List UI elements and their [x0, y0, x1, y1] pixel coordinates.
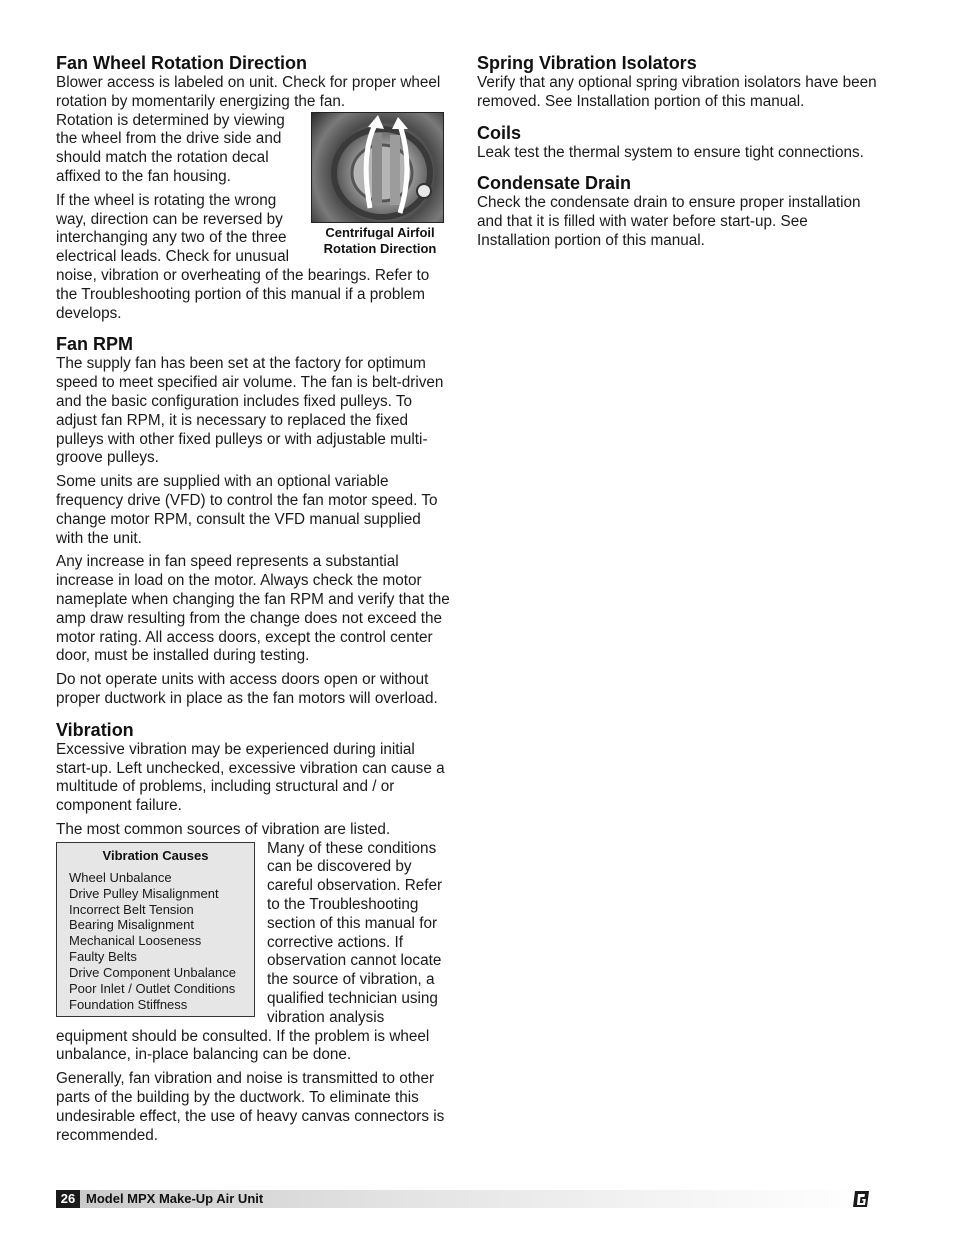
paragraph: Some units are supplied with an optional variable frequency drive (VFD) to control the fan motor speed. To change motor RPM, consult the VFD manual supplied with the unit.	[56, 473, 438, 547]
footer-title: Model MPX Make-Up Air Unit	[86, 1191, 264, 1206]
heading-spring-vibration-isolators: Spring Vibration Isolators	[477, 53, 697, 73]
paragraph: The most common sources of vibration are listed.	[56, 820, 391, 838]
paragraph: Verify that any optional spring vibration isolators have been removed. See Installation portion of this manual.	[477, 74, 877, 110]
vibration-causes-title: Vibration Causes	[102, 847, 209, 863]
section-coils	[477, 122, 877, 163]
heading-coils: Coils	[477, 122, 522, 143]
heading-fan-wheel-rotation: Fan Wheel Rotation Direction	[56, 53, 308, 73]
paragraph: The supply fan has been set at the factory for optimum speed to meet specified air volume. The fan is belt-driven and the basic configuration includes fixed pulleys. To adjust fan RPM, it is necessary to replaced the fixed pulleys with other fixed pulleys or with adjustable multi-groove pulleys.	[56, 355, 444, 467]
heading-vibration: Vibration	[56, 719, 134, 740]
paragraph: Generally, fan vibration and noise is transmitted to other parts of the building by the ductwork. To eliminate this undesirable effect, the use of heavy canvas connectors is recommended.	[56, 1070, 445, 1144]
section-spring-vibration-isolators	[477, 52, 877, 112]
left-column	[56, 52, 450, 1145]
rotation-arrows-icon	[312, 113, 444, 223]
vibration-cause-item: Poor Inlet / Outlet Conditions	[69, 981, 236, 997]
paragraph: Blower access is labeled on unit. Check for proper wheel rotation by momentarily energizing the fan.	[56, 74, 441, 110]
vibration-cause-item: Bearing Misalignment	[69, 917, 195, 933]
paragraph: If the wheel is rotating the wrong way, direction can be reversed by interchanging any two of the three electrical leads. Check for unusual noise, vibration or overheating of the bearings. Refer to the Troubleshooting portion of this manual if a problem develops.	[56, 191, 430, 322]
vibration-causes-box	[56, 842, 255, 1017]
vibration-cause-item: Drive Pulley Misalignment	[69, 885, 219, 901]
fan-wheel-photo	[311, 112, 444, 223]
figure-caption: Centrifugal Airfoil Rotation Direction	[323, 224, 437, 256]
vibration-cause-item: Foundation Stiffness	[69, 996, 188, 1012]
paragraph: Check the condensate drain to ensure proper installation and that it is filled with water before start-up. See Installation portion of this manual.	[477, 194, 861, 249]
paragraph: Rotation is determined by viewing the wheel from the drive side and should match the rotation decal affixed to the fan housing.	[56, 111, 285, 185]
vibration-cause-item: Wheel Unbalance	[69, 869, 172, 885]
paragraph: Do not operate units with access doors open or without proper ductwork in place as the fan motors will overload.	[56, 671, 438, 707]
paragraph: Excessive vibration may be experienced during initial start-up. Left unchecked, excessive vibration can cause a multitude of problems, including structural and / or component failure.	[56, 740, 445, 815]
vibration-cause-item: Mechanical Looseness	[69, 933, 202, 949]
vibration-cause-item: Faulty Belts	[69, 949, 137, 965]
heading-condensate-drain: Condensate Drain	[477, 173, 632, 194]
vibration-cause-item: Incorrect Belt Tension	[69, 901, 194, 917]
paragraph: Any increase in fan speed represents a substantial increase in load on the motor. Always check the motor nameplate when changing the fan RPM and verify that the amp draw resulting from the change does not exceed the motor rating. All access doors, except the control center door, must be installed during testing.	[56, 553, 450, 665]
section-fan-wheel-rotation	[56, 52, 450, 323]
section-vibration	[56, 719, 450, 1146]
paragraph: Leak test the thermal system to ensure tight connections.	[477, 143, 864, 161]
right-column	[477, 52, 877, 251]
heading-fan-rpm: Fan RPM	[56, 334, 134, 355]
paragraph: Many of these conditions can be discovered by careful observation. Refer to the Troubleshooting section of this manual for corrective actions. If observation cannot locate the source of vibration, a qualified technician using vibration analysis equipment should be consulted. If the problem is wheel unbalance, in-place balancing can be done.	[56, 839, 443, 1064]
greenheck-logo-icon	[852, 1190, 870, 1208]
section-condensate-drain	[477, 172, 877, 250]
rotation-figure	[310, 112, 450, 257]
section-fan-rpm	[56, 333, 450, 708]
page-number: 26	[56, 1190, 80, 1208]
vibration-cause-item: Drive Component Unbalance	[69, 965, 236, 981]
